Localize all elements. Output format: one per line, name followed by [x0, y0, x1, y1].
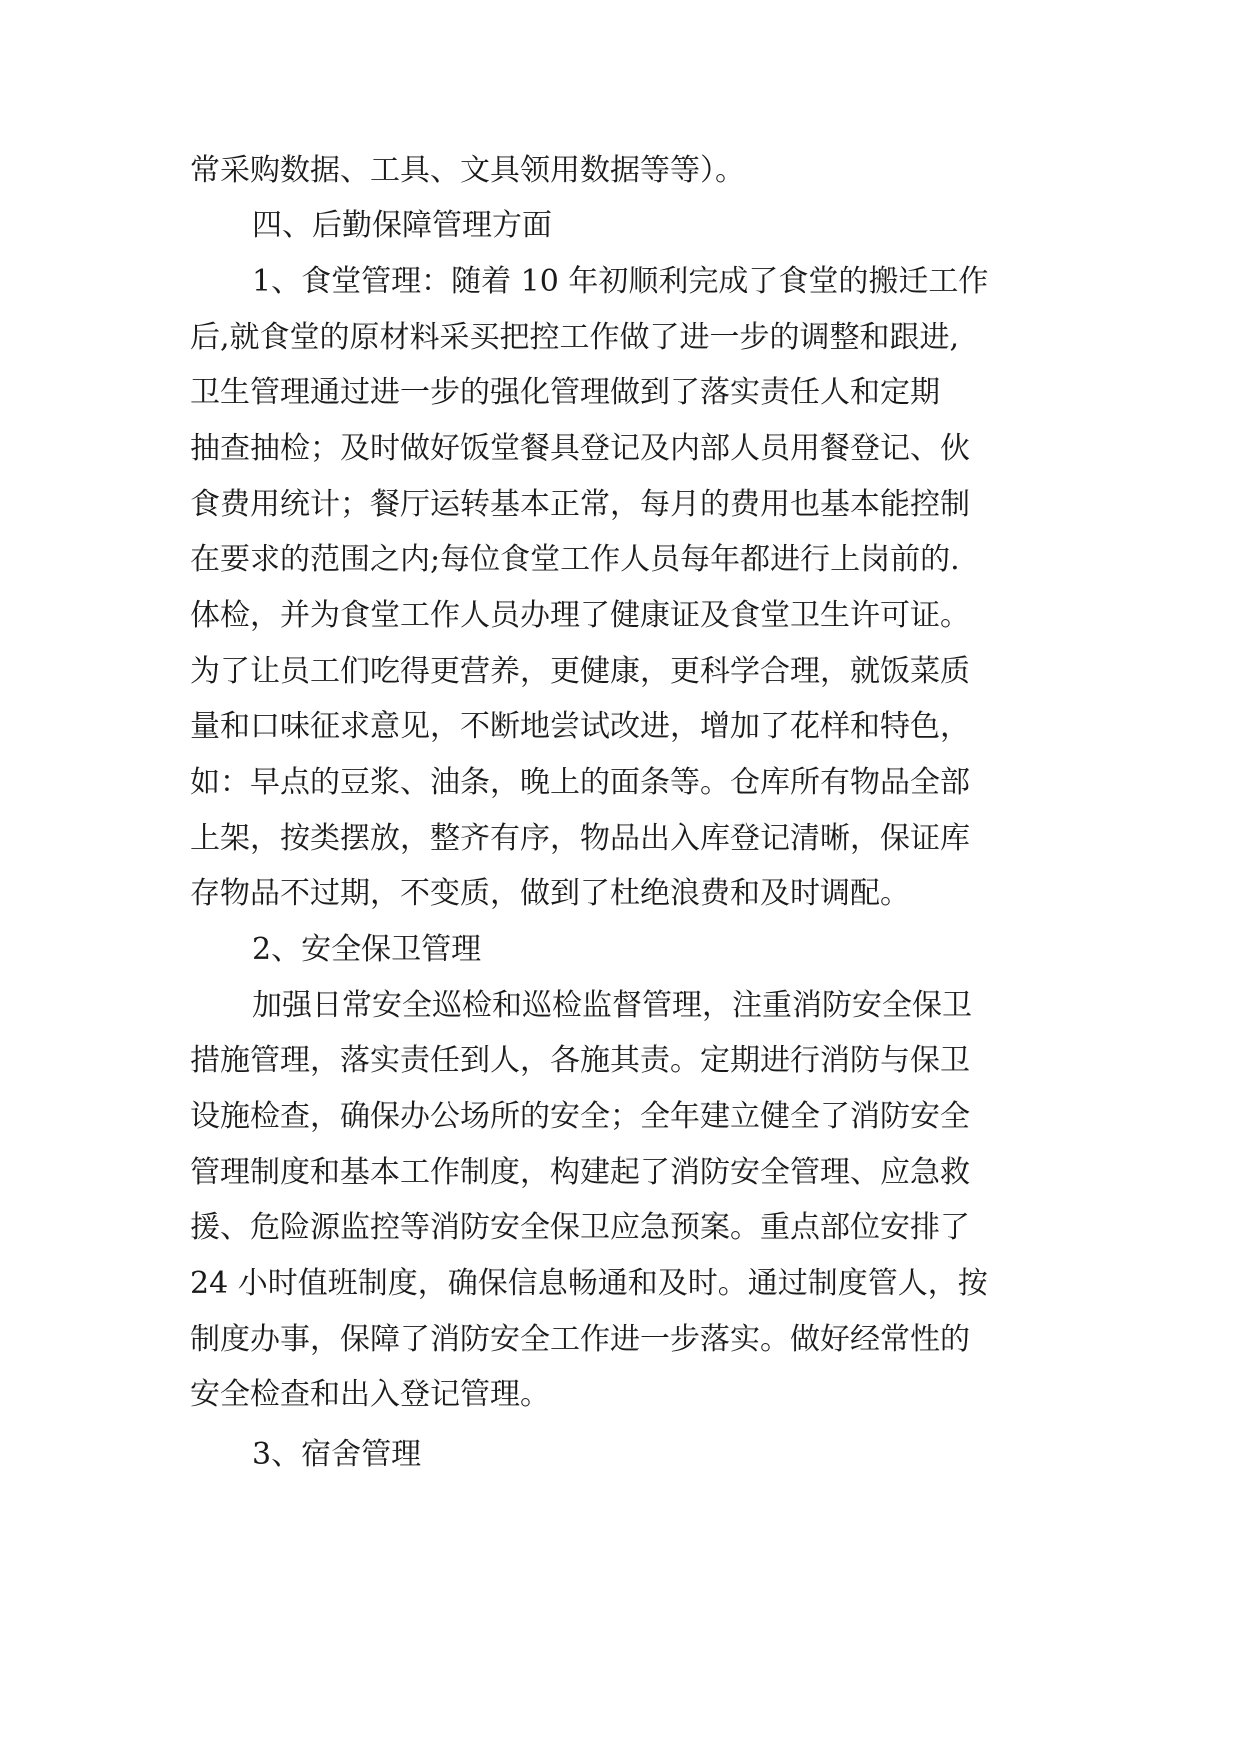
text-line: 制度办事，保障了消防安全工作进一步落实。做好经常性的	[190, 1322, 970, 1357]
text-line: 援、危险源监控等消防安全保卫应急预案。重点部位安排了	[190, 1210, 970, 1245]
section-heading: 2、安全保卫管理	[252, 932, 482, 967]
text-line: 安全检查和出入登记管理。	[190, 1377, 550, 1412]
text-line: 为了让员工们吃得更营养，更健康，更科学合理，就饭菜质	[190, 654, 970, 689]
text-line: 在要求的范围之内;每位食堂工作人员每年都进行上岗前的.	[190, 542, 960, 577]
section-heading: 3、宿舍管理	[252, 1437, 422, 1472]
text-line: 措施管理，落实责任到人，各施其责。定期进行消防与保卫	[190, 1043, 970, 1078]
paragraph-first-line: 加强日常安全巡检和巡检监督管理，注重消防安全保卫	[252, 988, 972, 1023]
section-heading: 四、后勤保障管理方面	[252, 208, 552, 243]
text-line: 上架，按类摆放，整齐有序，物品出入库登记清晰，保证库	[190, 821, 970, 856]
text-line: 后,就食堂的原材料采买把控工作做了进一步的调整和跟进,	[190, 320, 960, 355]
text-line: 卫生管理通过进一步的强化管理做到了落实责任人和定期	[190, 375, 940, 410]
text-line: 食费用统计；餐厅运转基本正常，每月的费用也基本能控制	[190, 487, 970, 522]
text-line: 管理制度和基本工作制度，构建起了消防安全管理、应急救	[190, 1155, 970, 1190]
text-line: 量和口味征求意见，不断地尝试改进，增加了花样和特色，	[190, 709, 970, 744]
text-line: 24 小时值班制度，确保信息畅通和及时。通过制度管人，按	[190, 1266, 988, 1301]
text-line: 设施检查，确保办公场所的安全；全年建立健全了消防安全	[190, 1099, 970, 1134]
text-line: 存物品不过期，不变质，做到了杜绝浪费和及时调配。	[190, 876, 910, 911]
text-line: 抽查抽检；及时做好饭堂餐具登记及内部人员用餐登记、伙	[190, 431, 970, 466]
text-line: 体检，并为食堂工作人员办理了健康证及食堂卫生许可证。	[190, 598, 970, 633]
text-line: 常采购数据、工具、文具领用数据等等）。	[190, 153, 745, 188]
text-line: 如：早点的豆浆、油条，晚上的面条等。仓库所有物品全部	[190, 765, 970, 800]
paragraph-first-line: 1、食堂管理：随着 10 年初顺利完成了食堂的搬迁工作	[252, 264, 989, 299]
